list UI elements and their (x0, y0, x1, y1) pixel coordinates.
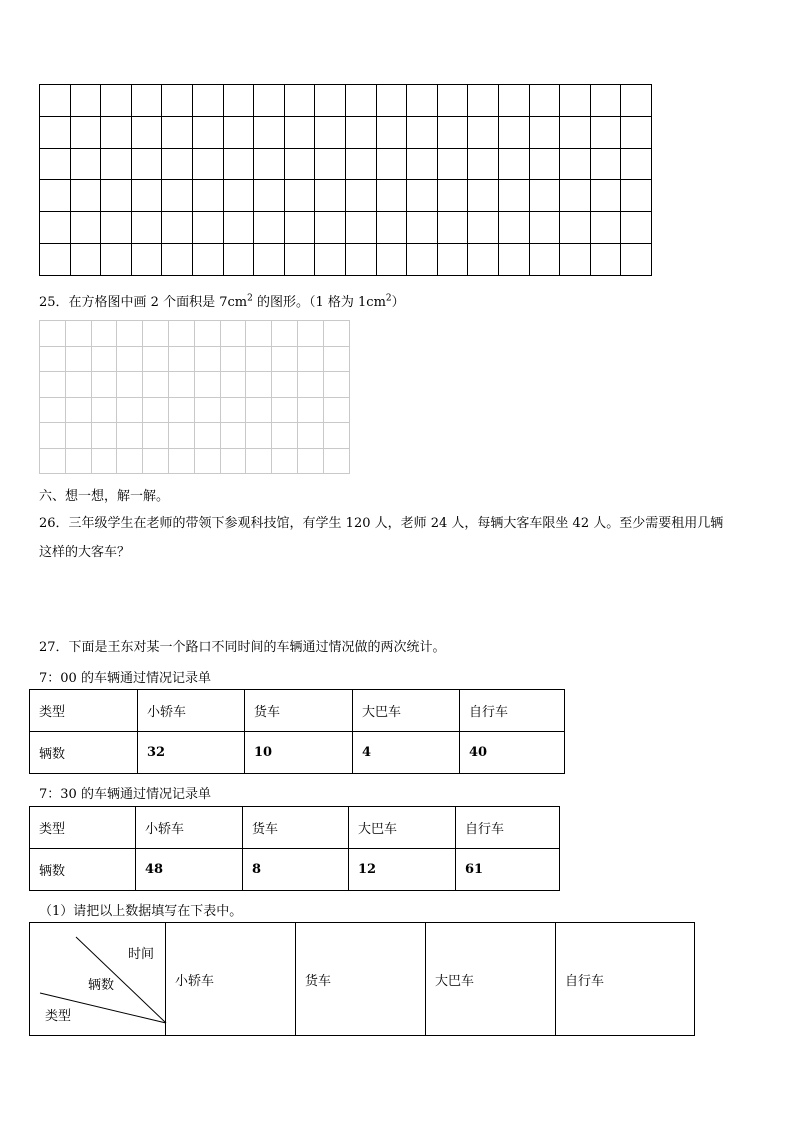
grid-cell (246, 423, 272, 449)
grid-cell (168, 321, 194, 347)
grid-cell (168, 448, 194, 474)
grid-cell (498, 148, 529, 180)
grid-cell (297, 346, 323, 372)
grid-cell (70, 85, 101, 117)
answer-cell-bicycle[interactable]: 自行车 (556, 923, 695, 1036)
grid-cell (192, 180, 223, 212)
grid-cell (323, 321, 349, 347)
grid-row (40, 372, 350, 398)
grid-cell (407, 212, 438, 244)
grid-cell (40, 180, 71, 212)
grid-cell (272, 423, 298, 449)
table-cell: 类型 (30, 807, 136, 849)
table-row (30, 849, 560, 891)
grid-cell (65, 346, 91, 372)
grid-cell (376, 212, 407, 244)
grid-cell (254, 148, 285, 180)
grid-cell (91, 321, 117, 347)
grid-cell (220, 372, 246, 398)
grid-cell (272, 346, 298, 372)
grid-cell (297, 448, 323, 474)
question-text: 在方格图中画 2 个面积是 7cm (68, 295, 248, 310)
sub-question-1: （1）请把以上数据填写在下表中。 (39, 904, 243, 919)
section-title: 六、想一想，解一解。 (39, 489, 170, 504)
question-26-line2: 这样的大客车？ (39, 545, 131, 560)
grid-cell (315, 180, 346, 212)
grid-cell (162, 148, 193, 180)
grid-cell (284, 243, 315, 275)
answer-cell-car[interactable]: 小轿车 (166, 923, 296, 1036)
question-26-line1: 26．三年级学生在老师的带领下参观科技馆，有学生 120 人，老师 24 人，每辆大客车限坐 42 人。至少需要租用几辆 (39, 516, 724, 531)
grid-cell (345, 243, 376, 275)
grid-cell (192, 85, 223, 117)
grid-cell (143, 448, 169, 474)
grid-cell (284, 148, 315, 180)
grid-cell (91, 397, 117, 423)
grid-row (40, 212, 652, 244)
grid-cell (192, 116, 223, 148)
grid-cell (560, 148, 591, 180)
table-row (30, 690, 565, 732)
grid-cell (40, 423, 66, 449)
grid-cell (498, 243, 529, 275)
grid-cell (560, 180, 591, 212)
grid-cell (220, 397, 246, 423)
grid-cell (529, 180, 560, 212)
grid-cell (621, 212, 652, 244)
grid-cell (621, 180, 652, 212)
grid-cell (272, 397, 298, 423)
grid-cell (40, 148, 71, 180)
grid-cell (143, 372, 169, 398)
grid-cell (323, 372, 349, 398)
grid-cell (323, 448, 349, 474)
question-number: 25． (39, 295, 69, 310)
grid-cell (376, 85, 407, 117)
grid-cell (117, 321, 143, 347)
grid-cell (70, 180, 101, 212)
grid-cell (40, 85, 71, 117)
grid-cell (529, 243, 560, 275)
grid-cell (131, 148, 162, 180)
question-text: 的图形。（1 格为 1cm (252, 295, 386, 310)
grid-cell (376, 243, 407, 275)
grid-cell (143, 397, 169, 423)
grid-cell (40, 372, 66, 398)
grid-cell (194, 397, 220, 423)
grid-cell (621, 148, 652, 180)
grid-cell (65, 397, 91, 423)
grid-cell (168, 397, 194, 423)
table-row (30, 807, 560, 849)
grid-cell (284, 180, 315, 212)
grid-cell (407, 85, 438, 117)
grid-cell (223, 116, 254, 148)
grid-cell (407, 243, 438, 275)
grid-cell (590, 85, 621, 117)
grid-row (40, 423, 350, 449)
grid-cell (560, 212, 591, 244)
grid-cell (70, 243, 101, 275)
grid-row (40, 85, 652, 117)
grid-cell (498, 180, 529, 212)
grid-cell (468, 116, 499, 148)
grid-row (40, 148, 652, 180)
grid-cell (91, 448, 117, 474)
grid-cell (560, 243, 591, 275)
grid-cell (40, 346, 66, 372)
grid-cell (284, 85, 315, 117)
grid-cell (345, 116, 376, 148)
grid-cell (162, 116, 193, 148)
grid-cell (407, 116, 438, 148)
superscript: 2 (247, 293, 253, 304)
table-cell: 48 (136, 849, 243, 891)
answer-cell-bus[interactable]: 大巴车 (426, 923, 556, 1036)
grid-cell (407, 148, 438, 180)
grid-cell (117, 448, 143, 474)
grid-cell (162, 180, 193, 212)
grid-cell (101, 212, 132, 244)
grid-cell (529, 148, 560, 180)
grid-cell (246, 397, 272, 423)
grid-cell (246, 372, 272, 398)
grid-cell (345, 180, 376, 212)
table-cell: 8 (243, 849, 349, 891)
grid-cell (529, 116, 560, 148)
drawing-grid (39, 320, 350, 474)
grid-cell (223, 85, 254, 117)
grid-cell (168, 423, 194, 449)
grid-cell (272, 372, 298, 398)
grid-cell (560, 85, 591, 117)
diag-label-time: 时间 (128, 947, 155, 962)
grid-cell (315, 85, 346, 117)
grid-row (40, 346, 350, 372)
table1-caption: 7：00 的车辆通过情况记录单 (39, 671, 211, 686)
grid-cell (560, 116, 591, 148)
grid-cell (468, 212, 499, 244)
grid-cell (101, 180, 132, 212)
grid-cell (65, 423, 91, 449)
grid-cell (40, 321, 66, 347)
grid-cell (590, 116, 621, 148)
grid-row (40, 321, 350, 347)
table-cell: 类型 (30, 690, 138, 732)
grid-cell (117, 346, 143, 372)
grid-cell (65, 372, 91, 398)
grid-cell (345, 148, 376, 180)
grid-cell (40, 243, 71, 275)
record-table-730 (29, 806, 560, 891)
table-cell: 自行车 (456, 807, 560, 849)
grid-cell (101, 243, 132, 275)
grid-cell (246, 346, 272, 372)
grid-cell (65, 321, 91, 347)
grid-cell (162, 243, 193, 275)
grid-cell (254, 116, 285, 148)
grid-cell (254, 212, 285, 244)
grid-cell (376, 180, 407, 212)
grid-cell (131, 180, 162, 212)
grid-cell (297, 372, 323, 398)
diag-label-count: 辆数 (88, 978, 115, 993)
grid-cell (315, 212, 346, 244)
table-cell: 大巴车 (349, 807, 456, 849)
diag-label-type: 类型 (45, 1009, 72, 1024)
superscript: 2 (385, 293, 392, 304)
grid-cell (101, 116, 132, 148)
grid-cell (297, 321, 323, 347)
grid-cell (194, 321, 220, 347)
grid-cell (91, 423, 117, 449)
grid-cell (65, 448, 91, 474)
table-cell: 辆数 (30, 732, 138, 774)
grid-cell (437, 148, 468, 180)
grid-cell (192, 243, 223, 275)
grid-cell (323, 346, 349, 372)
grid-cell (194, 372, 220, 398)
grid-cell (468, 180, 499, 212)
grid-cell (323, 423, 349, 449)
grid-cell (40, 397, 66, 423)
question-25 (39, 291, 405, 310)
grid-cell (254, 180, 285, 212)
table-cell: 大巴车 (353, 690, 460, 732)
grid-cell (70, 148, 101, 180)
grid-cell (437, 180, 468, 212)
grid-cell (192, 148, 223, 180)
table-cell: 40 (460, 732, 565, 774)
grid-cell (529, 85, 560, 117)
grid-cell (131, 85, 162, 117)
grid-cell (407, 180, 438, 212)
table-cell: 小轿车 (138, 690, 245, 732)
grid-cell (315, 243, 346, 275)
table-row (30, 732, 565, 774)
grid-cell (220, 423, 246, 449)
grid-cell (498, 116, 529, 148)
table-cell: 32 (138, 732, 245, 774)
table-row (30, 923, 695, 1036)
grid-cell (143, 321, 169, 347)
grid-cell (168, 372, 194, 398)
grid-row (40, 397, 350, 423)
grid-cell (590, 180, 621, 212)
grid-cell (91, 346, 117, 372)
table-cell: 4 (353, 732, 460, 774)
grid-cell (254, 243, 285, 275)
answer-grid (39, 84, 652, 276)
grid-row (40, 180, 652, 212)
grid-cell (590, 212, 621, 244)
table-cell: 自行车 (460, 690, 565, 732)
grid-cell (437, 212, 468, 244)
grid-cell (91, 372, 117, 398)
grid-cell (498, 85, 529, 117)
grid-cell (272, 448, 298, 474)
table-cell: 辆数 (30, 849, 136, 891)
question-text: ） (391, 295, 405, 310)
grid-cell (284, 212, 315, 244)
grid-cell (131, 116, 162, 148)
grid-cell (376, 116, 407, 148)
grid-cell (194, 448, 220, 474)
grid-cell (223, 180, 254, 212)
table-cell: 小轿车 (136, 807, 243, 849)
grid-cell (590, 148, 621, 180)
grid-cell (315, 148, 346, 180)
grid-cell (117, 397, 143, 423)
grid-cell (315, 116, 346, 148)
grid-cell (101, 85, 132, 117)
grid-cell (284, 116, 315, 148)
grid-cell (223, 148, 254, 180)
grid-cell (131, 243, 162, 275)
grid-cell (194, 423, 220, 449)
grid-cell (621, 85, 652, 117)
grid-cell (590, 243, 621, 275)
grid-cell (143, 346, 169, 372)
grid-cell (168, 346, 194, 372)
record-table-700 (29, 689, 565, 774)
grid-cell (40, 212, 71, 244)
grid-cell (254, 85, 285, 117)
grid-cell (194, 346, 220, 372)
grid-cell (437, 243, 468, 275)
grid-cell (345, 85, 376, 117)
table2-caption: 7：30 的车辆通过情况记录单 (39, 787, 211, 802)
table-cell: 货车 (243, 807, 349, 849)
grid-cell (621, 116, 652, 148)
grid-cell (192, 212, 223, 244)
grid-cell (376, 148, 407, 180)
question-27-intro: 27．下面是王东对某一个路口不同时间的车辆通过情况做的两次统计。 (39, 640, 446, 655)
grid-cell (323, 397, 349, 423)
grid-row (40, 448, 350, 474)
grid-cell (437, 116, 468, 148)
grid-cell (468, 243, 499, 275)
grid-cell (131, 212, 162, 244)
answer-cell-truck[interactable]: 货车 (296, 923, 426, 1036)
grid-cell (498, 212, 529, 244)
grid-cell (101, 148, 132, 180)
grid-cell (223, 212, 254, 244)
grid-cell (297, 423, 323, 449)
grid-cell (246, 448, 272, 474)
grid-row (40, 243, 652, 275)
grid-row (40, 116, 652, 148)
table-cell: 货车 (245, 690, 353, 732)
grid-cell (468, 85, 499, 117)
grid-cell (345, 212, 376, 244)
grid-cell (223, 243, 254, 275)
grid-cell (246, 321, 272, 347)
grid-cell (220, 448, 246, 474)
grid-cell (621, 243, 652, 275)
grid-cell (529, 212, 560, 244)
grid-cell (468, 148, 499, 180)
table-cell: 10 (245, 732, 353, 774)
grid-cell (162, 212, 193, 244)
diagonal-header-cell (30, 923, 166, 1036)
grid-cell (143, 423, 169, 449)
grid-cell (437, 85, 468, 117)
table-cell: 12 (349, 849, 456, 891)
table-cell: 61 (456, 849, 560, 891)
grid-cell (70, 212, 101, 244)
fill-in-table (29, 922, 695, 1036)
grid-cell (220, 321, 246, 347)
grid-cell (40, 448, 66, 474)
grid-cell (40, 116, 71, 148)
grid-cell (70, 116, 101, 148)
grid-cell (162, 85, 193, 117)
grid-cell (272, 321, 298, 347)
grid-cell (117, 372, 143, 398)
grid-cell (117, 423, 143, 449)
grid-cell (297, 397, 323, 423)
grid-cell (220, 346, 246, 372)
